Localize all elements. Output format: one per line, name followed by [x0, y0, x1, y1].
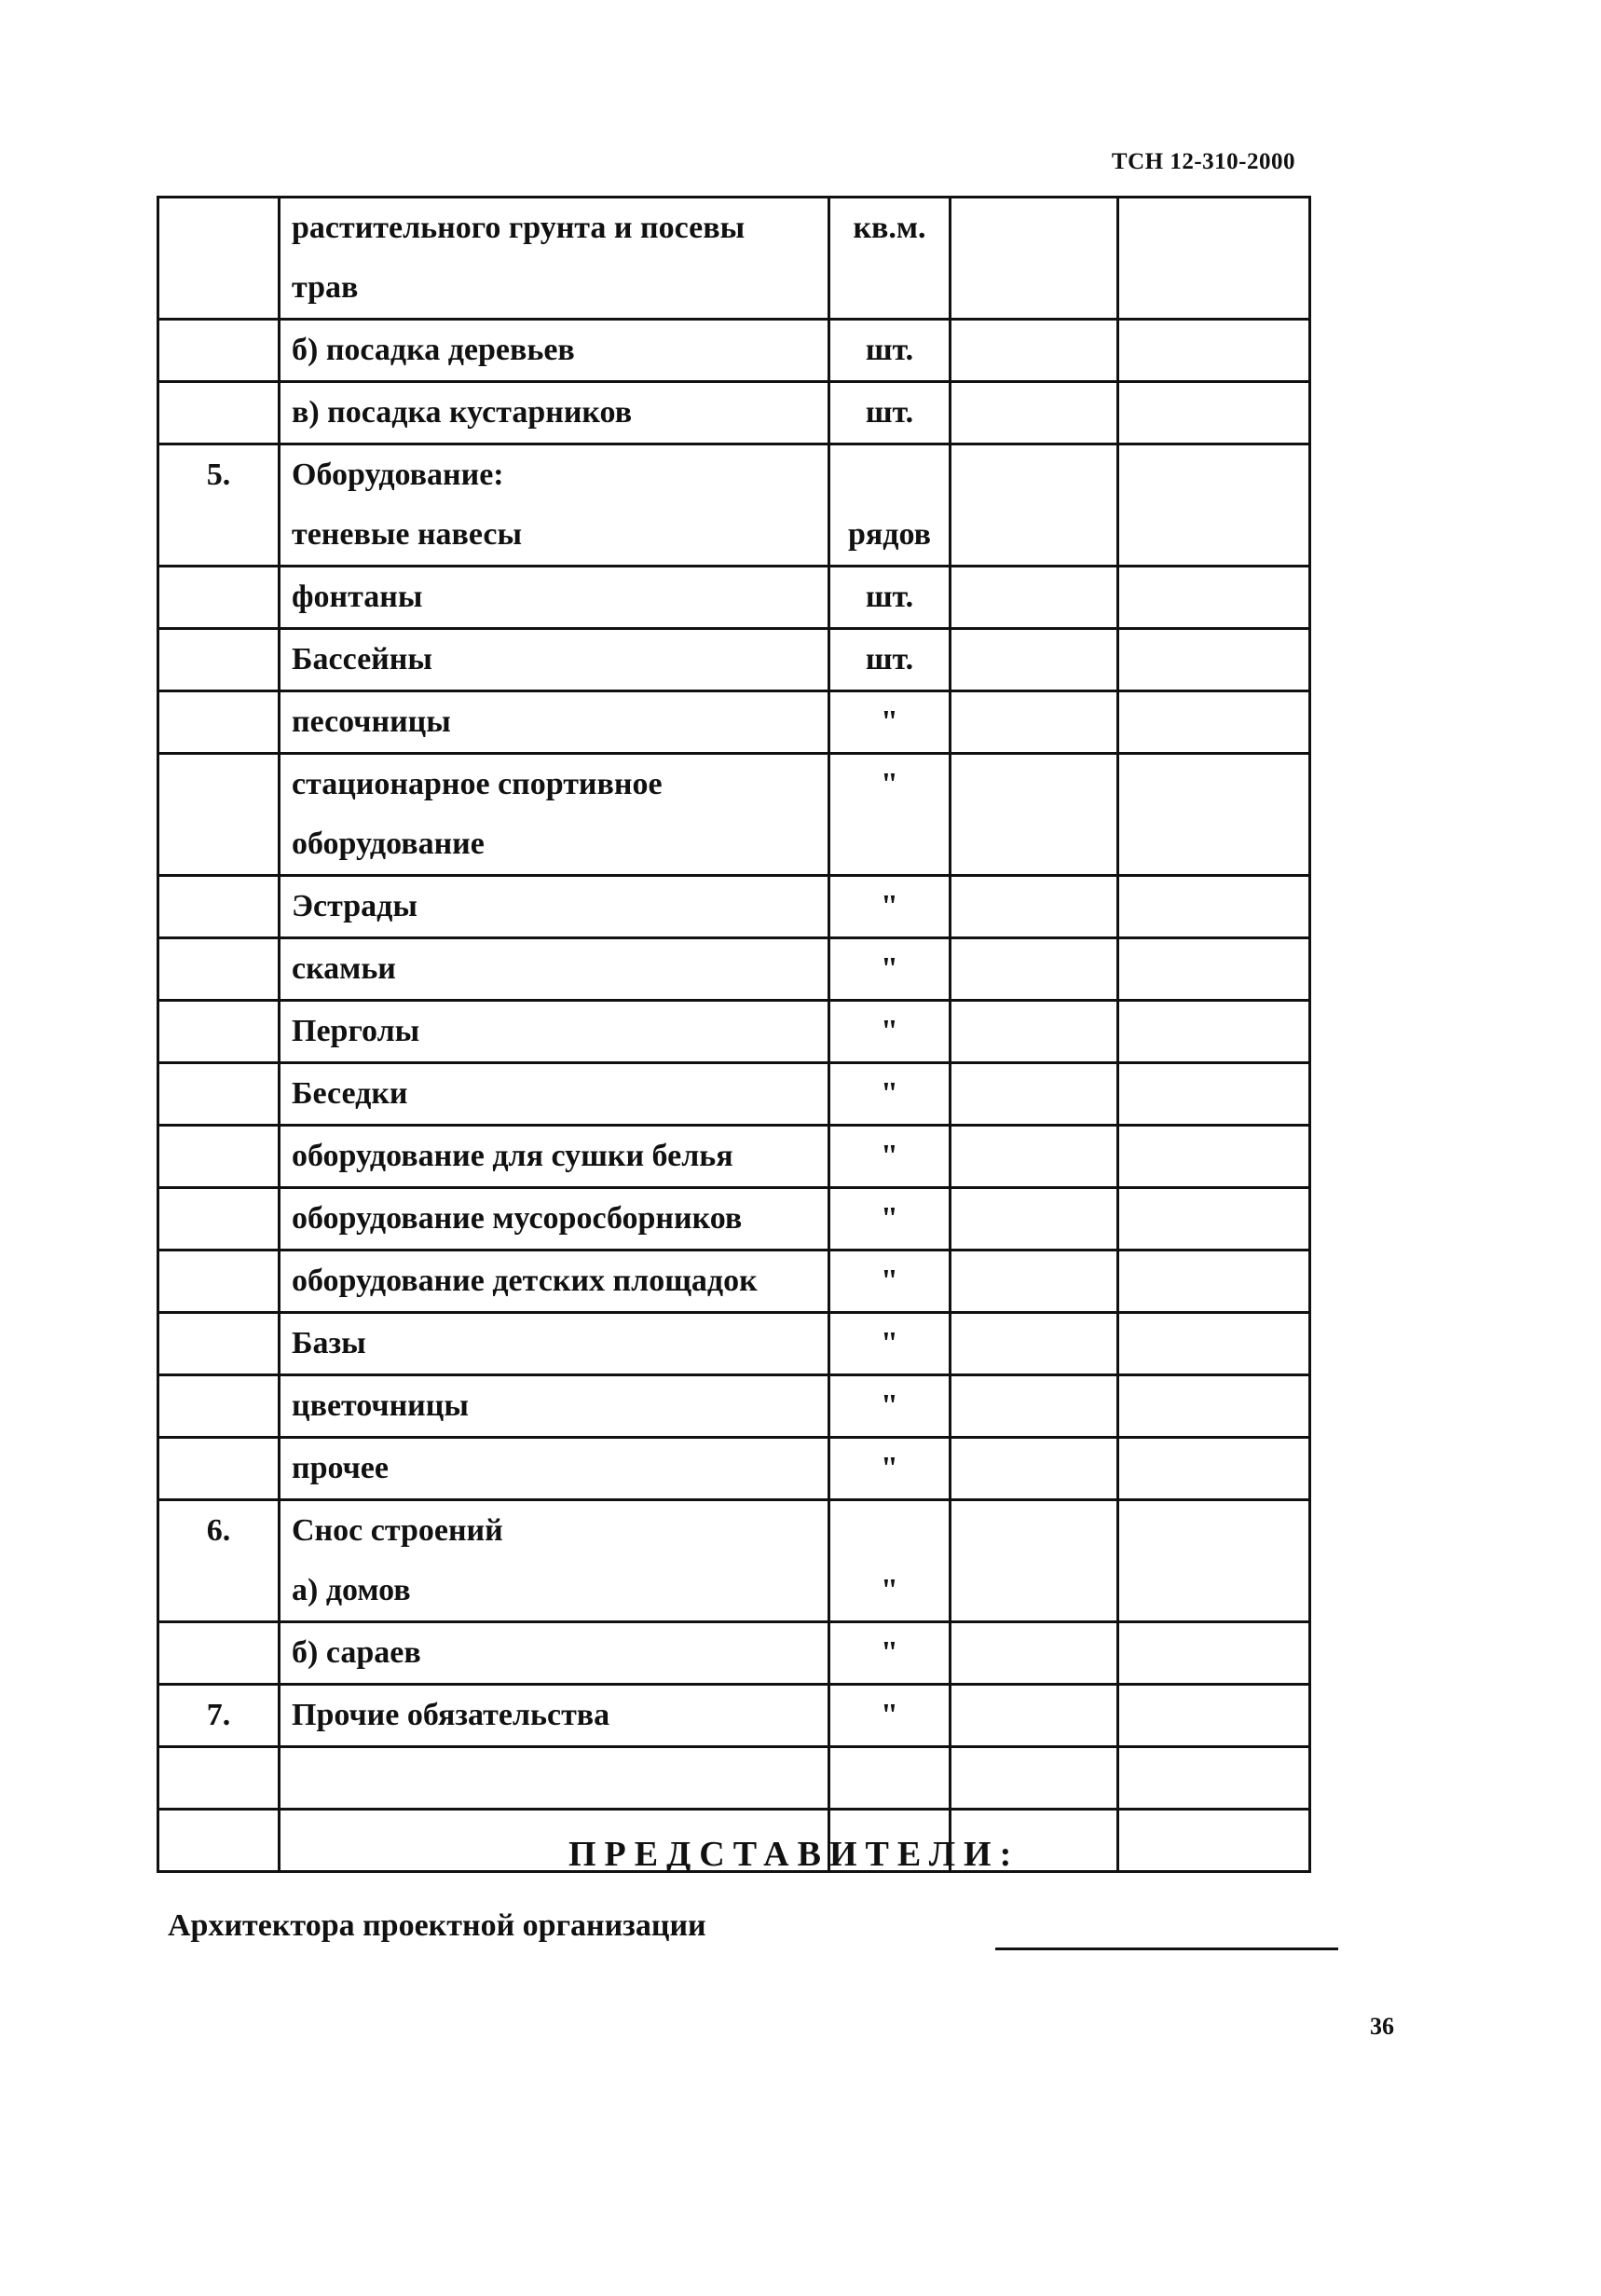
unit-value: "	[881, 767, 898, 801]
item-name-line	[292, 1748, 816, 1808]
row-number-cell	[158, 754, 280, 876]
table-row	[158, 1747, 1310, 1810]
unit-value: "	[881, 951, 898, 986]
item-name-line: б) сараев	[292, 1635, 421, 1670]
row-number	[171, 1002, 267, 1061]
unit-cell	[829, 876, 951, 938]
quantity-cell	[951, 320, 1118, 382]
unit-value: кв.м.	[853, 211, 926, 245]
unit-cell	[829, 1001, 951, 1063]
item-name-line: оборудование	[292, 827, 485, 861]
row-number-cell	[158, 444, 280, 567]
quantity-cell	[951, 876, 1118, 938]
row-number-cell	[158, 320, 280, 382]
item-name-cell	[280, 754, 829, 876]
unit-cell	[829, 1747, 951, 1810]
item-name-line: цветочницы	[292, 1388, 469, 1423]
row-number	[171, 198, 267, 258]
item-name-line: Прочие обязательства	[292, 1698, 610, 1732]
row-number	[171, 1127, 267, 1186]
table-row	[158, 754, 1310, 876]
table-row	[158, 1685, 1310, 1747]
item-name-cell	[280, 876, 829, 938]
item-name-line: стационарное спортивное	[292, 767, 663, 801]
unit-cell	[829, 1622, 951, 1685]
table-row	[158, 1500, 1310, 1622]
row-number: 6.	[206, 1513, 231, 1548]
quantity-cell	[951, 691, 1118, 754]
quantity-cell	[951, 1500, 1118, 1622]
quantity-cell	[951, 1188, 1118, 1250]
unit-cell	[829, 1126, 951, 1188]
item-name-line: в) посадка кустарников	[292, 395, 633, 430]
row-number-cell	[158, 1622, 280, 1685]
item-name-cell	[280, 1438, 829, 1500]
unit-cell	[829, 1375, 951, 1438]
note-cell	[1118, 1810, 1310, 1872]
unit-value: "	[881, 1573, 898, 1607]
row-number-cell	[158, 1001, 280, 1063]
quantity-cell	[951, 1126, 1118, 1188]
quantity-cell	[951, 1375, 1118, 1438]
unit-value: "	[881, 1139, 898, 1173]
row-number-cell	[158, 1747, 280, 1810]
row-number: 5.	[206, 458, 231, 492]
table-row	[158, 198, 1310, 320]
quantity-cell	[951, 1063, 1118, 1126]
row-number	[171, 1189, 267, 1249]
item-name-cell	[280, 1001, 829, 1063]
table-row	[158, 629, 1310, 691]
row-number	[171, 1314, 267, 1374]
note-cell	[1118, 1747, 1310, 1810]
unit-value: рядов	[847, 517, 932, 552]
unit-cell	[829, 198, 951, 320]
item-name-cell	[280, 567, 829, 629]
item-name-line: оборудование детских площадок	[292, 1264, 758, 1298]
item-name-cell	[280, 444, 829, 567]
row-number	[171, 1064, 267, 1124]
quantity-cell	[951, 382, 1118, 444]
item-name-line: оборудование для сушки белья	[292, 1139, 733, 1173]
item-name-line: скамьи	[292, 951, 396, 986]
item-name-cell	[280, 1622, 829, 1685]
unit-cell	[829, 1188, 951, 1250]
row-number-cell	[158, 198, 280, 320]
quantity-cell	[951, 1313, 1118, 1375]
item-name-line: а) домов	[292, 1573, 411, 1607]
quantity-cell	[951, 1438, 1118, 1500]
item-name-line: Оборудование:	[292, 458, 504, 492]
note-cell	[1118, 444, 1310, 567]
unit-value: шт.	[865, 395, 914, 430]
row-number	[171, 321, 267, 380]
item-name-cell	[280, 1685, 829, 1747]
item-name-cell	[280, 1375, 829, 1438]
row-number	[171, 1623, 267, 1683]
item-name-cell	[280, 938, 829, 1001]
table-row	[158, 1438, 1310, 1500]
quantity-cell	[951, 444, 1118, 567]
row-number-cell	[158, 1313, 280, 1375]
row-number	[171, 755, 267, 814]
row-number	[171, 567, 267, 627]
architect-label: Архитектора проектной организации	[168, 1908, 706, 1943]
unit-value: "	[881, 1014, 898, 1048]
item-name-cell	[280, 691, 829, 754]
quantity-cell	[951, 1622, 1118, 1685]
note-cell	[1118, 754, 1310, 876]
row-number-cell	[158, 691, 280, 754]
table-row	[158, 1188, 1310, 1250]
item-name-cell	[280, 629, 829, 691]
unit-cell	[829, 691, 951, 754]
row-number-cell	[158, 567, 280, 629]
item-name-line: прочее	[292, 1451, 389, 1485]
item-name-cell	[280, 1188, 829, 1250]
table-row	[158, 567, 1310, 629]
item-name-line: Бассейны	[292, 642, 432, 676]
item-name-line: Эстрады	[292, 889, 417, 923]
item-name-cell	[280, 1313, 829, 1375]
note-cell	[1118, 876, 1310, 938]
note-cell	[1118, 567, 1310, 629]
unit-cell	[829, 567, 951, 629]
table-row	[158, 876, 1310, 938]
row-number	[171, 1251, 267, 1311]
table-row	[158, 320, 1310, 382]
table-row	[158, 1126, 1310, 1188]
row-number-cell	[158, 382, 280, 444]
row-number	[171, 877, 267, 936]
row-number	[171, 1811, 267, 1870]
document-code: ТСН 12-310-2000	[1111, 149, 1295, 174]
item-name-cell	[280, 1126, 829, 1188]
table-row	[158, 1622, 1310, 1685]
note-cell	[1118, 938, 1310, 1001]
note-cell	[1118, 1313, 1310, 1375]
unit-cell	[829, 754, 951, 876]
note-cell	[1118, 691, 1310, 754]
unit-cell	[829, 1250, 951, 1313]
representatives-title: ПРЕДСТАВИТЕЛИ:	[568, 1835, 1020, 1874]
quantity-cell	[951, 1001, 1118, 1063]
item-name-line: Снос строений	[292, 1513, 503, 1548]
row-number-cell	[158, 629, 280, 691]
unit-value: "	[881, 1388, 898, 1423]
table-row	[158, 1375, 1310, 1438]
note-cell	[1118, 1500, 1310, 1622]
table-row	[158, 691, 1310, 754]
row-number	[171, 383, 267, 443]
unit-cell	[829, 629, 951, 691]
row-number-cell	[158, 1063, 280, 1126]
unit-cell	[829, 1438, 951, 1500]
page-number: 36	[1370, 2013, 1394, 2040]
unit-cell	[829, 938, 951, 1001]
note-cell	[1118, 1001, 1310, 1063]
note-cell	[1118, 1063, 1310, 1126]
row-number-cell	[158, 1188, 280, 1250]
row-number-cell	[158, 1126, 280, 1188]
unit-cell	[829, 320, 951, 382]
note-cell	[1118, 1250, 1310, 1313]
quantity-cell	[951, 567, 1118, 629]
item-name-cell	[280, 382, 829, 444]
unit-cell	[829, 1063, 951, 1126]
unit-value: "	[881, 889, 898, 923]
item-name-cell	[280, 1250, 829, 1313]
item-name-line: б) посадка деревьев	[292, 333, 575, 367]
unit-value	[842, 1748, 937, 1808]
item-name-cell	[280, 1063, 829, 1126]
unit-value: "	[881, 1076, 898, 1111]
table-row	[158, 1063, 1310, 1126]
table-row	[158, 444, 1310, 567]
item-name-line: растительного грунта и посевы	[292, 211, 746, 245]
row-number: 7.	[206, 1698, 231, 1732]
unit-value: "	[881, 1264, 898, 1298]
row-number	[171, 939, 267, 999]
unit-cell	[829, 1685, 951, 1747]
row-number-cell	[158, 1500, 280, 1622]
item-name-cell	[280, 320, 829, 382]
row-number	[171, 1439, 267, 1498]
row-number-cell	[158, 1685, 280, 1747]
row-number-cell	[158, 876, 280, 938]
note-cell	[1118, 1188, 1310, 1250]
row-number-cell	[158, 1250, 280, 1313]
row-number	[171, 1376, 267, 1436]
quantity-cell	[951, 754, 1118, 876]
table-row	[158, 1250, 1310, 1313]
item-name-line: песочницы	[292, 704, 451, 739]
row-number-cell	[158, 1810, 280, 1872]
unit-cell	[829, 382, 951, 444]
note-cell	[1118, 1375, 1310, 1438]
table-row	[158, 938, 1310, 1001]
unit-value: "	[881, 1698, 898, 1732]
item-name-line: Базы	[292, 1326, 366, 1360]
quantity-cell	[951, 198, 1118, 320]
item-name-line: Перголы	[292, 1014, 420, 1048]
unit-value: шт.	[865, 642, 914, 676]
unit-cell	[829, 1313, 951, 1375]
quantity-cell	[951, 938, 1118, 1001]
quantity-cell	[951, 1747, 1118, 1810]
unit-value: "	[881, 1326, 898, 1360]
note-cell	[1118, 1438, 1310, 1500]
table-row	[158, 382, 1310, 444]
signature-line	[995, 1948, 1338, 1950]
works-table	[157, 196, 1311, 1873]
row-number	[171, 1748, 267, 1808]
unit-value: "	[881, 1635, 898, 1670]
row-number-cell	[158, 1438, 280, 1500]
quantity-cell	[951, 1685, 1118, 1747]
item-name-line: фонтаны	[292, 580, 423, 614]
table-row	[158, 1313, 1310, 1375]
row-number	[171, 692, 267, 752]
note-cell	[1118, 320, 1310, 382]
note-cell	[1118, 1622, 1310, 1685]
unit-value: "	[881, 1201, 898, 1236]
item-name-line: трав	[292, 270, 359, 305]
table-row	[158, 1001, 1310, 1063]
unit-value: "	[881, 1451, 898, 1485]
item-name-line: теневые навесы	[292, 517, 523, 552]
unit-value: шт.	[865, 580, 914, 614]
unit-value: шт.	[865, 333, 914, 367]
row-number-cell	[158, 1375, 280, 1438]
note-cell	[1118, 382, 1310, 444]
note-cell	[1118, 198, 1310, 320]
quantity-cell	[951, 629, 1118, 691]
item-name-line: Беседки	[292, 1076, 408, 1111]
note-cell	[1118, 1126, 1310, 1188]
note-cell	[1118, 1685, 1310, 1747]
row-number	[171, 630, 267, 690]
row-number-cell	[158, 938, 280, 1001]
item-name-cell	[280, 1500, 829, 1622]
unit-value: "	[881, 704, 898, 739]
note-cell	[1118, 629, 1310, 691]
item-name-line: оборудование мусоросборников	[292, 1201, 743, 1236]
item-name-cell	[280, 1747, 829, 1810]
unit-cell	[829, 444, 951, 567]
quantity-cell	[951, 1250, 1118, 1313]
item-name-cell	[280, 198, 829, 320]
unit-cell	[829, 1500, 951, 1622]
